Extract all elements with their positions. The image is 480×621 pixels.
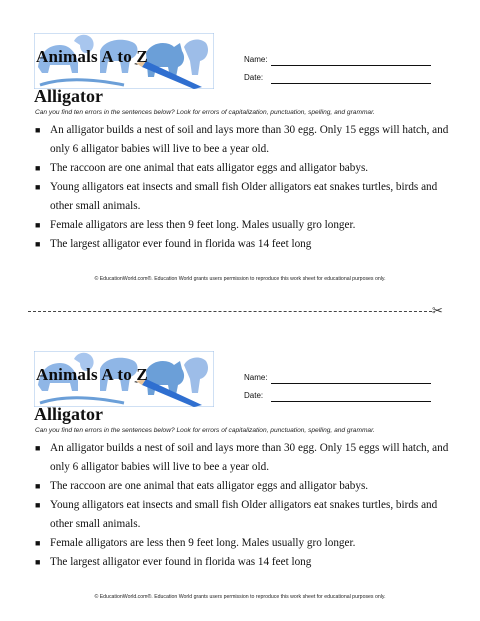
bullet-icon: ■ (35, 443, 41, 453)
bullet-icon: ■ (35, 500, 41, 510)
bullet-icon: ■ (35, 125, 41, 135)
sentence-item (33, 121, 453, 159)
sentence-text: An alligator builds a nest of soil and lays more than 30 egg. Only 15 eggs will hatch, and only 6 alligator babies will live to bee a year old. (50, 442, 449, 473)
worksheet-title: Alligator (34, 86, 103, 106)
sentence-item (33, 439, 453, 477)
sentence-item (33, 496, 453, 534)
sentence-text: An alligator builds a nest of soil and lays more than 30 egg. Only 15 eggs will hatch, and only 6 alligator babies will live to bee a year old. (50, 124, 449, 155)
sentence-text: The largest alligator ever found in florida was 14 feet long (50, 238, 312, 250)
bullet-icon: ■ (35, 220, 41, 230)
bullet-icon: ■ (35, 538, 41, 548)
worksheet-bottom (0, 318, 480, 618)
cut-line (28, 311, 432, 312)
name-field-line[interactable] (271, 383, 431, 384)
sentence-item (33, 553, 453, 572)
sentence-item (33, 534, 453, 553)
instructions: Can you find ten errors in the sentences below? Look for errors of capitalization, punctuation, spelling, and grammar. (35, 427, 375, 434)
sentence-text: Female alligators are less then 9 feet long. Males usually gro longer. (50, 219, 356, 231)
bullet-icon: ■ (35, 481, 41, 491)
copyright-footer: © EducationWorld.com®. Education World grants users permission to reproduce this work sheet for educational purposes only. (94, 276, 386, 282)
logo-title: Animals A to Z (36, 47, 148, 66)
bullet-icon: ■ (35, 163, 41, 173)
worksheet-top (0, 0, 480, 300)
sentence-item (33, 477, 453, 496)
sentence-text: Female alligators are less then 9 feet long. Males usually gro longer. (50, 537, 356, 549)
sentence-list (33, 121, 453, 254)
sentence-text: Young alligators eat insects and small fish Older alligators eat snakes turtles, birds and other small animals. (50, 181, 438, 212)
logo-title: Animals A to Z (36, 365, 148, 384)
sentence-text: The largest alligator ever found in florida was 14 feet long (50, 556, 312, 568)
sentence-text: Young alligators eat insects and small fish Older alligators eat snakes turtles, birds and other small animals. (50, 499, 438, 530)
sentence-item (33, 159, 453, 178)
name-label: Name: (244, 55, 268, 64)
date-label: Date: (244, 391, 264, 400)
instructions: Can you find ten errors in the sentences below? Look for errors of capitalization, punctuation, spelling, and grammar. (35, 109, 375, 116)
copyright-footer: © EducationWorld.com®. Education World grants users permission to reproduce this work sheet for educational purposes only. (94, 594, 386, 600)
scissors-icon: ✂ (432, 303, 443, 318)
sentence-list (33, 439, 453, 572)
date-label: Date: (244, 73, 264, 82)
sentence-text: The raccoon are one animal that eats alligator eggs and alligator babys. (50, 162, 369, 174)
bullet-icon: ■ (35, 182, 41, 192)
name-field-line[interactable] (271, 65, 431, 66)
name-label: Name: (244, 373, 268, 382)
sentence-item (33, 235, 453, 254)
sentence-text: The raccoon are one animal that eats alligator eggs and alligator babys. (50, 480, 369, 492)
bullet-icon: ■ (35, 239, 41, 249)
sentence-item (33, 178, 453, 216)
worksheet-title: Alligator (34, 404, 103, 424)
date-field-line[interactable] (271, 401, 431, 402)
bullet-icon: ■ (35, 557, 41, 567)
sentence-item (33, 216, 453, 235)
date-field-line[interactable] (271, 83, 431, 84)
